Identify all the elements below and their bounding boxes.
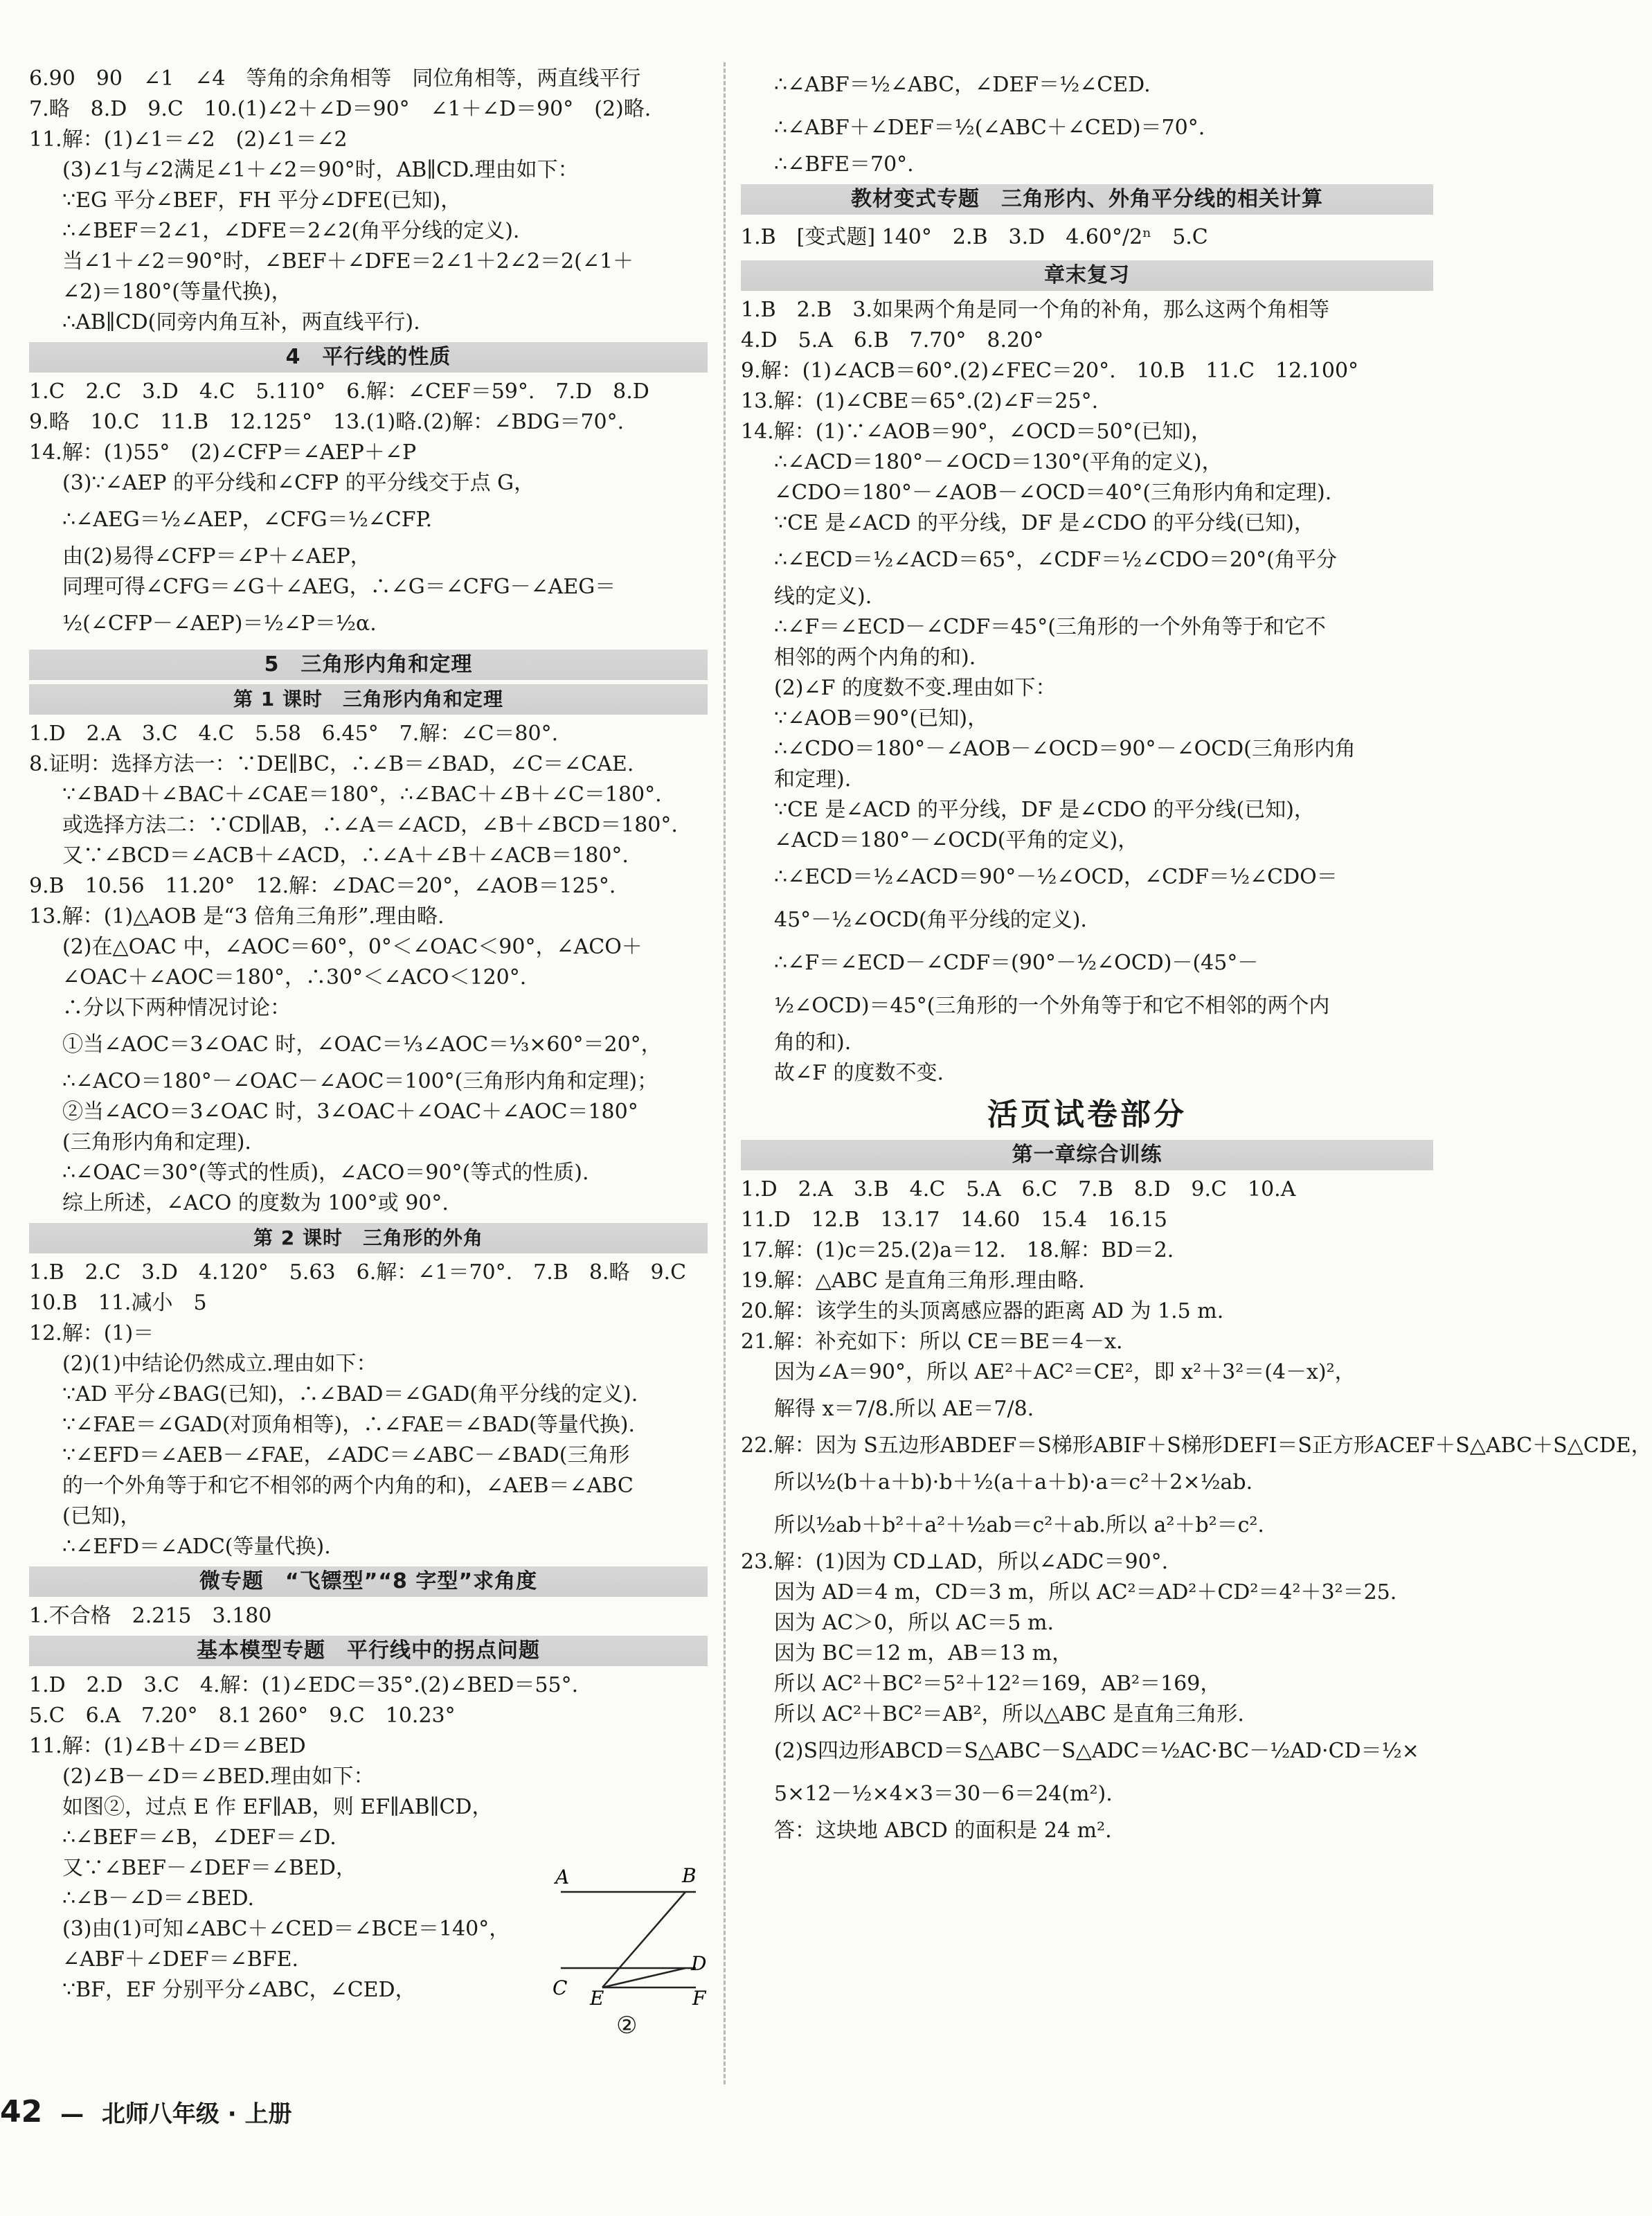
- answer-line: ∴AB∥CD(同旁内角互补，两直线平行).: [62, 310, 420, 334]
- answer-line: 1.不合格 2.215 3.180: [29, 1604, 272, 1628]
- answer-line: 因为 AC＞0，所以 AC＝5 m.: [774, 1611, 1054, 1635]
- segment-ed: [602, 1968, 685, 1987]
- answer-line: 1.D 2.D 3.C 4.解：(1)∠EDC＝35°.(2)∠BED＝55°.: [29, 1673, 579, 1697]
- answer-line: (已知)，: [62, 1504, 141, 1528]
- formula-line: ∴∠ABF＝½∠ABC，∠DEF＝½∠CED.: [774, 73, 1151, 97]
- formula-line: (2)S四边形ABCD＝S△ABC－S△ADC＝½AC·BC－½AD·CD＝½×: [774, 1739, 1419, 1763]
- answer-line: 14.解：(1)55° (2)∠CFP＝∠AEP＋∠P: [29, 440, 417, 465]
- formula-line: ∴∠F＝∠ECD－∠CDF＝(90°－½∠OCD)－(45°－: [774, 951, 1259, 975]
- lesson-header: 第 1 课时 三角形内角和定理: [29, 684, 708, 715]
- answer-line: 又∵∠BCD＝∠ACB＋∠ACD，∴∠A＋∠B＋∠ACB＝180°.: [62, 843, 629, 868]
- answer-line: (3)∵∠AEP 的平分线和∠CFP 的平分线交于点 G，: [62, 471, 535, 495]
- answer-line: ∵CE 是∠ACD 的平分线，DF 是∠CDO 的平分线(已知)，: [774, 798, 1315, 822]
- answer-line: ∵∠AOB＝90°(已知)，: [774, 706, 989, 731]
- answer-line: ∴∠B－∠D＝∠BED.: [62, 1886, 255, 1911]
- formula-line: ∴∠AEG＝½∠AEP，∠CFG＝½∠CFP.: [62, 508, 433, 532]
- answer-line: 同理可得∠CFG＝∠G＋∠AEG，∴∠G＝∠CFG－∠AEG＝: [62, 575, 616, 599]
- answer-line: 和定理).: [774, 767, 852, 792]
- answer-line: 14.解：(1)∵∠AOB＝90°，∠OCD＝50°(已知)，: [741, 420, 1212, 444]
- answer-line: 因为∠A＝90°，所以 AE²＋AC²＝CE²，即 x²＋3²＝(4－x)²，: [774, 1360, 1356, 1384]
- answer-line: 11.解：(1)∠1＝∠2 (2)∠1＝∠2: [29, 127, 348, 152]
- answer-line: 13.解：(1)△AOB 是“3 倍角三角形”.理由略.: [29, 904, 445, 929]
- answer-line: 1.B 2.C 3.D 4.120° 5.63 6.解：∠1＝70°. 7.B 8.略 9.C: [29, 1260, 687, 1285]
- section-header: 第一章综合训练: [741, 1140, 1433, 1170]
- answer-line: ∴∠BEF＝∠B，∠DEF＝∠D.: [62, 1825, 336, 1850]
- answer-line: 或选择方法二：∵CD∥AB，∴∠A＝∠ACD，∠B＋∠BCD＝180°.: [62, 813, 678, 837]
- answer-line: 21.解：补充如下：所以 CE＝BE＝4－x.: [741, 1330, 1123, 1354]
- answer-line: ∴∠ACD＝180°－∠OCD＝130°(平角的定义)，: [774, 450, 1223, 474]
- answer-line: 12.解：(1)＝: [29, 1321, 154, 1346]
- answer-line: 6.90 90 ∠1 ∠4 等角的余角相等 同位角相等，两直线平行: [29, 66, 641, 91]
- answer-line: 19.解：△ABC 是直角三角形.理由略.: [741, 1269, 1085, 1293]
- answer-line: ∵∠EFD＝∠AEB－∠FAE，∠ADC＝∠ABC－∠BAD(三角形: [62, 1443, 630, 1467]
- answer-line: ∠ACD＝180°－∠OCD(平角的定义)，: [774, 828, 1139, 852]
- answer-line: 因为 BC＝12 m，AB＝13 m，: [774, 1641, 1073, 1665]
- formula-line: ½(∠CFP－∠AEP)＝½∠P＝½α.: [62, 611, 377, 636]
- part-title: 活页试卷部分: [987, 1097, 1187, 1132]
- answer-line: 23.解：(1)因为 CD⊥AD，所以∠ADC＝90°.: [741, 1550, 1169, 1574]
- answer-line: 所以 AC²＋BC²＝5²＋12²＝169，AB²＝169，: [774, 1672, 1221, 1696]
- answer-line: ∴分以下两种情况讨论：: [62, 996, 291, 1020]
- label-d: D: [691, 1952, 707, 1975]
- answer-line: ∴∠CDO＝180°－∠AOB－∠OCD＝90°－∠OCD(三角形内角: [774, 737, 1356, 761]
- answer-line: 7.略 8.D 9.C 10.(1)∠2＋∠D＝90° ∠1＋∠D＝90° (2)略.: [29, 97, 652, 121]
- answer-line: 20.解：该学生的头顶离感应器的距离 AD 为 1.5 m.: [741, 1299, 1224, 1323]
- answer-line: 1.C 2.C 3.D 4.C 5.110° 6.解：∠CEF＝59°. 7.D 8.D: [29, 379, 649, 404]
- answer-line: ∵∠FAE＝∠GAD(对顶角相等)，∴∠FAE＝∠BAD(等量代换).: [62, 1413, 635, 1437]
- answer-line: 5.C 6.A 7.20° 8.1 260° 9.C 10.23°: [29, 1704, 456, 1728]
- figure-2-diagram: [547, 1856, 713, 2008]
- formula-line: ∴∠ECD＝½∠ACD＝90°－½∠OCD，∠CDF＝½∠CDO＝: [774, 865, 1338, 889]
- formula-line: 45°－½∠OCD(角平分线的定义).: [774, 908, 1087, 932]
- label-a: A: [555, 1866, 570, 1888]
- formula-line: ½∠OCD)＝45°(三角形的一个外角等于和它不相邻的两个内: [774, 994, 1330, 1018]
- answer-line: 9.B 10.56 11.20° 12.解：∠DAC＝20°，∠AOB＝125°.: [29, 874, 616, 898]
- answer-line: ∵AD 平分∠BAG(已知)，∴∠BAD＝∠GAD(角平分线的定义).: [62, 1382, 638, 1406]
- label-c: C: [553, 1976, 568, 1999]
- answer-line: (3)∠1与∠2满足∠1＋∠2＝90°时，AB∥CD.理由如下：: [62, 158, 579, 182]
- answer-line: 角的和).: [774, 1030, 852, 1055]
- answer-line: (2)(1)中结论仍然成立.理由如下：: [62, 1352, 377, 1376]
- answer-line: ②当∠ACO＝3∠OAC 时，3∠OAC＋∠OAC＋∠AOC＝180°: [62, 1100, 638, 1124]
- answer-line: (3)由(1)可知∠ABC＋∠CED＝∠BCE＝140°，: [62, 1917, 510, 1941]
- formula-line: 所以½(b＋a＋b)·b＋½(a＋a＋b)·a＝c²＋2×½ab.: [774, 1470, 1253, 1494]
- answer-line: ∴∠OAC＝30°(等式的性质)，∠ACO＝90°(等式的性质).: [62, 1161, 589, 1185]
- answer-line: (2)∠B－∠D＝∠BED.理由如下：: [62, 1764, 375, 1789]
- answer-line: ∠ABF＋∠DEF＝∠BFE.: [62, 1947, 299, 1972]
- answer-line: 答：这块地 ABCD 的面积是 24 m².: [774, 1819, 1112, 1843]
- answer-line: ∵BF，EF 分别平分∠ABC，∠CED，: [62, 1978, 416, 2002]
- section-header: 5 三角形内角和定理: [29, 650, 708, 680]
- answer-line: ∠CDO＝180°－∠AOB－∠OCD＝40°(三角形内角和定理).: [774, 481, 1332, 505]
- section-header: 微专题 “飞镖型”“8 字型”求角度: [29, 1566, 708, 1597]
- answer-line: 因为 AD＝4 m，CD＝3 m，所以 AC²＝AD²＋CD²＝4²＋3²＝25.: [774, 1580, 1397, 1605]
- book-title: 北师八年级 · 上册: [101, 2100, 292, 2128]
- left-column: [29, 64, 708, 2005]
- answer-line: ∴∠BFE＝70°.: [774, 152, 914, 177]
- formula-line: ∴∠ECD＝½∠ACD＝65°，∠CDF＝½∠CDO＝20°(角平分: [774, 548, 1337, 572]
- answer-line: ∵∠BAD＋∠BAC＋∠CAE＝180°，∴∠BAC＋∠B＋∠C＝180°.: [62, 783, 662, 807]
- answer-line: (2)在△OAC 中，∠AOC＝60°，0°＜∠OAC＜90°，∠ACO＋: [62, 935, 643, 959]
- segment-eb: [602, 1892, 685, 1987]
- answer-line: ∵CE 是∠ACD 的平分线，DF 是∠CDO 的平分线(已知)，: [774, 511, 1315, 535]
- answer-line: 9.略 10.C 11.B 12.125° 13.(1)略.(2)解：∠BDG＝70°.: [29, 410, 625, 434]
- answer-line: (三角形内角和定理).: [62, 1130, 251, 1154]
- answer-line: ∴∠EFD＝∠ADC(等量代换).: [62, 1535, 331, 1559]
- label-e: E: [590, 1987, 604, 2010]
- answer-line: ∴∠ACO＝180°－∠OAC－∠AOC＝100°(三角形内角和定理)；: [62, 1069, 658, 1093]
- formula-line: 解得 x＝7/8.所以 AE＝7/8.: [774, 1397, 1034, 1421]
- right-column: [741, 64, 1652, 1846]
- label-b: B: [682, 1864, 697, 1887]
- answer-line: 4.D 5.A 6.B 7.70° 8.20°: [741, 328, 1044, 352]
- footer-dash: —: [60, 2100, 84, 2128]
- formula-line: 所以½ab＋b²＋a²＋½ab＝c²＋ab.所以 a²＋b²＝c².: [774, 1513, 1264, 1537]
- answer-line: ∠2)＝180°(等量代换)，: [62, 280, 292, 304]
- answer-line: 相邻的两个内角的和).: [774, 645, 976, 670]
- answer-line: 1.B [变式题] 140° 2.B 3.D 4.60°/2ⁿ 5.C: [741, 225, 1208, 249]
- answer-line: 22.解：因为 S五边形ABDEF＝S梯形ABIF＋S梯形DEFI＝S正方形ACEF＋S△ABC＋S△CDE，: [741, 1433, 1652, 1458]
- page-footer: [0, 2095, 292, 2132]
- section-header: 章末复习: [741, 260, 1433, 291]
- figure-caption: ②: [616, 2012, 638, 2039]
- answer-line: ∴∠F＝∠ECD－∠CDF＝45°(三角形的一个外角等于和它不: [774, 615, 1326, 639]
- column-divider: [724, 62, 726, 2084]
- answer-line: 9.解：(1)∠ACB＝60°.(2)∠FEC＝20°. 10.B 11.C 12.100°: [741, 359, 1359, 383]
- label-f: F: [692, 1987, 706, 2010]
- answer-line: ∵EG 平分∠BEF，FH 平分∠DFE(已知)，: [62, 188, 462, 213]
- answer-line: ∠OAC＋∠AOC＝180°，∴30°＜∠ACO＜120°.: [62, 965, 527, 990]
- lesson-header: 第 2 课时 三角形的外角: [29, 1223, 708, 1253]
- answer-line: 故∠F 的度数不变.: [774, 1061, 944, 1085]
- answer-line: 1.D 2.A 3.B 4.C 5.A 6.C 7.B 8.D 9.C 10.A: [741, 1177, 1296, 1201]
- answer-line: 11.解：(1)∠B＋∠D＝∠BED: [29, 1734, 306, 1758]
- answer-line: 由(2)易得∠CFP＝∠P＋∠AEP，: [62, 544, 371, 569]
- answer-line: 1.B 2.B 3.如果两个角是同一个角的补角，那么这两个角相等: [741, 298, 1329, 322]
- answer-line: ∴∠BEF＝2∠1，∠DFE＝2∠2(角平分线的定义).: [62, 219, 520, 243]
- answer-line: 综上所述，∠ACO 的度数为 100°或 90°.: [62, 1191, 449, 1215]
- formula-line: ∴∠ABF＋∠DEF＝½(∠ABC＋∠CED)＝70°.: [774, 116, 1205, 140]
- page-number: 42: [0, 2094, 43, 2129]
- formula-line: 5×12－½×4×3＝30－6＝24(m²).: [774, 1782, 1113, 1806]
- answer-line: 1.D 2.A 3.C 4.C 5.58 6.45° 7.解：∠C＝80°.: [29, 722, 559, 746]
- answer-line: 11.D 12.B 13.17 14.60 15.4 16.15: [741, 1208, 1167, 1232]
- answer-line: 如图②，过点 E 作 EF∥AB，则 EF∥AB∥CD，: [62, 1795, 493, 1819]
- answer-line: 当∠1＋∠2＝90°时，∠BEF＋∠DFE＝2∠1＋2∠2＝2(∠1＋: [62, 249, 634, 274]
- answer-line: 线的定义).: [774, 584, 872, 609]
- answer-line: 10.B 11.减小 5: [29, 1291, 207, 1315]
- formula-line: ①当∠AOC＝3∠OAC 时，∠OAC＝⅓∠AOC＝⅓×60°＝20°，: [62, 1033, 662, 1057]
- answer-line: 13.解：(1)∠CBE＝65°.(2)∠F＝25°.: [741, 389, 1099, 413]
- answer-line: 所以 AC²＋BC²＝AB²，所以△ABC 是直角三角形.: [774, 1702, 1244, 1726]
- answer-line: 17.解：(1)c＝25.(2)a＝12. 18.解：BD＝2.: [741, 1238, 1174, 1262]
- answer-line: (2)∠F 的度数不变.理由如下：: [774, 676, 1057, 700]
- section-header: 教材变式专题 三角形内、外角平分线的相关计算: [741, 184, 1433, 215]
- section-header: 4 平行线的性质: [29, 342, 708, 373]
- answer-line: 8.证明：选择方法一：∵DE∥BC，∴∠B＝∠BAD，∠C＝∠CAE.: [29, 752, 634, 776]
- section-header: 基本模型专题 平行线中的拐点问题: [29, 1636, 708, 1666]
- answer-line: 的一个外角等于和它不相邻的两个内角的和)，∠AEB＝∠ABC: [62, 1474, 634, 1498]
- answer-line: 又∵∠BEF－∠DEF＝∠BED，: [62, 1856, 357, 1880]
